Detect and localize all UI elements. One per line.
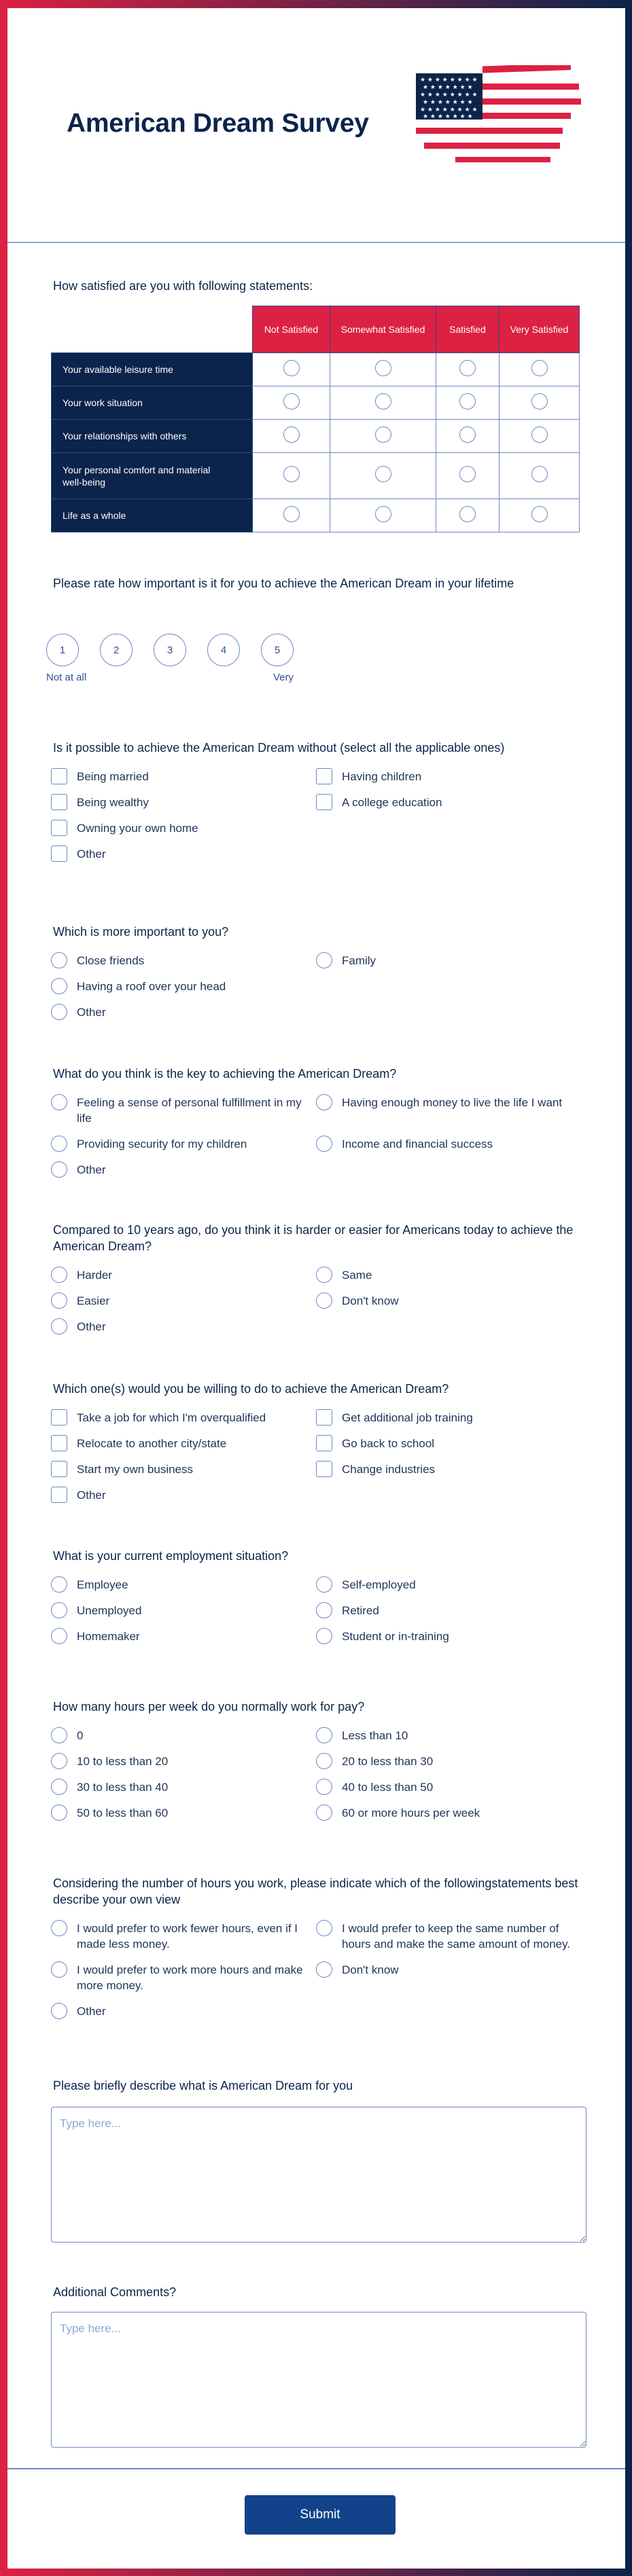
radio-option[interactable]	[51, 1157, 316, 1182]
checkbox[interactable]	[51, 1409, 67, 1426]
radio-button[interactable]	[316, 1753, 332, 1769]
checkbox-option[interactable]	[316, 1430, 581, 1456]
radio-option[interactable]	[51, 1313, 316, 1339]
rating-option-4[interactable]: 4	[207, 634, 240, 666]
option-label: Don't know	[342, 1963, 399, 1976]
question-title: How satisfied are you with following statements:	[53, 279, 313, 293]
option-label: 50 to less than 60	[77, 1807, 169, 1819]
checkbox-option[interactable]	[51, 1482, 316, 1508]
matrix-radio[interactable]	[459, 360, 476, 376]
option-label: I would prefer to work more hours and make more money.	[77, 1963, 303, 1992]
describe-textarea[interactable]	[51, 2107, 586, 2243]
question-title: Please rate how important is it for you to achieve the American Dream in your lifetime	[53, 577, 514, 590]
radio-option[interactable]	[316, 1288, 581, 1313]
matrix-row-label: Your available leisure time	[52, 353, 253, 386]
question-title: Which is more important to you?	[53, 925, 229, 939]
radio-option[interactable]	[316, 1800, 581, 1826]
radio-button[interactable]	[316, 1727, 332, 1743]
radio-option[interactable]	[316, 1572, 581, 1597]
radio-button[interactable]	[316, 1628, 332, 1644]
matrix-radio[interactable]	[459, 506, 476, 522]
rating-option-3[interactable]: 3	[154, 634, 186, 666]
matrix-radio[interactable]	[375, 393, 391, 410]
checkbox-option[interactable]	[51, 815, 316, 841]
matrix-row	[52, 386, 580, 420]
checkbox-option[interactable]	[51, 1430, 316, 1456]
question-title: What do you think is the key to achieving the American Dream?	[53, 1067, 397, 1081]
radio-button[interactable]	[51, 978, 67, 994]
radio-option[interactable]	[316, 1597, 581, 1623]
satisfaction-matrix	[51, 306, 580, 532]
checkbox[interactable]	[51, 1435, 67, 1451]
matrix-column-header: Very Satisfied	[499, 306, 580, 353]
matrix-radio[interactable]	[283, 393, 300, 410]
option-label: A college education	[342, 796, 442, 809]
option-label: 10 to less than 20	[77, 1755, 169, 1768]
radio-option[interactable]	[51, 947, 316, 973]
checkbox-option[interactable]	[51, 789, 316, 815]
matrix-radio[interactable]	[283, 466, 300, 482]
checkbox[interactable]	[51, 794, 67, 810]
checkbox[interactable]	[51, 768, 67, 784]
comments-question	[53, 2284, 583, 2308]
question-title: Considering the number of hours you work, please indicate which of the followingstatements best describe your own view	[53, 1876, 578, 1906]
question-title: Compared to 10 years ago, do you think it is harder or easier for Americans today to achieve the American Dream?	[53, 1223, 574, 1253]
matrix-radio[interactable]	[531, 466, 548, 482]
checkbox[interactable]	[51, 820, 67, 836]
radio-option[interactable]	[316, 1089, 581, 1131]
option-label: 30 to less than 40	[77, 1781, 169, 1794]
american-flag-icon	[415, 65, 583, 164]
option-label: I would prefer to work fewer hours, even if I made less money.	[77, 1922, 298, 1951]
option-label: Close friends	[77, 954, 145, 967]
radio-button[interactable]	[316, 1961, 332, 1978]
option-label: Easier	[77, 1294, 110, 1307]
matrix-column-header: Satisfied	[436, 306, 499, 353]
option-label: Self-employed	[342, 1578, 416, 1591]
question-title: Additional Comments?	[53, 2285, 177, 2299]
option-label: Change industries	[342, 1463, 436, 1476]
radio-button[interactable]	[316, 1267, 332, 1283]
matrix-question	[53, 278, 583, 302]
describe-question	[53, 2078, 583, 2101]
matrix-row	[52, 353, 580, 386]
matrix-radio[interactable]	[531, 360, 548, 376]
matrix-row-label: Life as a whole	[52, 499, 253, 532]
option-label: I would prefer to keep the same number of hours and make the same amount of money.	[342, 1922, 571, 1951]
matrix-radio[interactable]	[375, 466, 391, 482]
radio-button[interactable]	[316, 1920, 332, 1936]
checkbox[interactable]	[316, 1435, 332, 1451]
checkbox-option[interactable]	[51, 1456, 316, 1482]
option-label: Feeling a sense of personal fulfillment in my life	[77, 1096, 302, 1125]
option-label: Income and financial success	[342, 1138, 493, 1150]
question-title: What is your current employment situation?	[53, 1549, 289, 1563]
question-title: How many hours per week do you normally work for pay?	[53, 1700, 365, 1713]
radio-option[interactable]	[316, 1262, 581, 1288]
svg-text:★ ★ ★ ★ ★ ★ ★ ★: ★ ★ ★ ★ ★ ★ ★ ★	[420, 107, 478, 113]
radio-option[interactable]	[316, 1957, 581, 1998]
radio-option[interactable]	[51, 1623, 316, 1649]
matrix-radio[interactable]	[531, 393, 548, 410]
question-block	[53, 1548, 583, 1649]
radio-button[interactable]	[316, 1602, 332, 1618]
radio-button[interactable]	[51, 1920, 67, 1936]
radio-button[interactable]	[51, 1727, 67, 1743]
radio-option[interactable]	[51, 1748, 316, 1774]
radio-button[interactable]	[51, 1292, 67, 1309]
rating-low-label: Not at all	[46, 672, 87, 683]
radio-button[interactable]	[316, 1779, 332, 1795]
checkbox-option[interactable]	[316, 1404, 581, 1430]
matrix-row	[52, 453, 580, 499]
radio-button[interactable]	[51, 1318, 67, 1335]
question-title: Which one(s) would you be willing to do to achieve the American Dream?	[53, 1382, 449, 1396]
question-block	[53, 924, 583, 1025]
radio-option[interactable]	[51, 1597, 316, 1623]
radio-button[interactable]	[316, 1576, 332, 1593]
question-block	[53, 1875, 583, 2024]
option-label: Same	[342, 1269, 372, 1282]
matrix-row-label: Your work situation	[52, 386, 253, 420]
svg-text:★ ★ ★ ★ ★ ★ ★ ★: ★ ★ ★ ★ ★ ★ ★ ★	[420, 92, 478, 98]
option-label: 60 or more hours per week	[342, 1807, 480, 1819]
radio-button[interactable]	[51, 1961, 67, 1978]
matrix-row	[52, 420, 580, 453]
option-label: Having children	[342, 770, 422, 783]
radio-option[interactable]	[51, 1572, 316, 1597]
radio-option[interactable]	[316, 1623, 581, 1649]
option-label: Retired	[342, 1604, 379, 1617]
svg-text:★ ★ ★ ★ ★ ★ ★: ★ ★ ★ ★ ★ ★ ★	[423, 84, 473, 91]
rating-scale	[46, 634, 315, 666]
question-title: Is it possible to achieve the American Dream without (select all the applicable ones)	[53, 741, 505, 755]
radio-option[interactable]	[51, 999, 316, 1025]
radio-button[interactable]	[316, 952, 332, 968]
radio-option[interactable]	[51, 1288, 316, 1313]
radio-button[interactable]	[51, 1576, 67, 1593]
option-label: Family	[342, 954, 376, 967]
radio-option[interactable]	[316, 1915, 581, 1957]
radio-button[interactable]	[316, 1292, 332, 1309]
option-label: Having enough money to live the life I want	[342, 1096, 563, 1109]
question-block	[53, 1381, 583, 1508]
checkbox[interactable]	[316, 1461, 332, 1477]
radio-button[interactable]	[316, 1804, 332, 1821]
option-label: Relocate to another city/state	[77, 1437, 227, 1450]
option-label: Take a job for which I'm overqualified	[77, 1411, 266, 1424]
matrix-radio[interactable]	[375, 360, 391, 376]
matrix-radio[interactable]	[375, 427, 391, 443]
option-label: Start my own business	[77, 1463, 194, 1476]
checkbox[interactable]	[316, 768, 332, 784]
option-label: Get additional job training	[342, 1411, 473, 1424]
question-block	[53, 1222, 583, 1339]
radio-option[interactable]	[316, 947, 581, 973]
comments-textarea[interactable]	[51, 2312, 586, 2448]
checkbox-option[interactable]	[316, 1456, 581, 1482]
bottom-gradient-bar	[0, 2569, 632, 2576]
question-title: Please briefly describe what is American Dream for you	[53, 2079, 353, 2092]
option-label: Other	[77, 1163, 106, 1176]
option-label: 20 to less than 30	[342, 1755, 434, 1768]
rating-option-1[interactable]: 1	[46, 634, 79, 666]
checkbox[interactable]	[51, 1487, 67, 1503]
option-label: Being wealthy	[77, 796, 149, 809]
option-label: Unemployed	[77, 1604, 142, 1617]
radio-button[interactable]	[316, 1136, 332, 1152]
rating-question	[53, 575, 583, 599]
radio-button[interactable]	[51, 952, 67, 968]
radio-option[interactable]	[51, 1131, 316, 1157]
matrix-radio[interactable]	[283, 506, 300, 522]
radio-button[interactable]	[51, 1161, 67, 1178]
radio-button[interactable]	[51, 2003, 67, 2019]
question-block	[53, 740, 583, 867]
svg-text:★ ★ ★ ★ ★ ★ ★ ★: ★ ★ ★ ★ ★ ★ ★ ★	[420, 77, 478, 84]
option-label: Being married	[77, 770, 149, 783]
option-label: Other	[77, 1320, 106, 1333]
radio-button[interactable]	[51, 1267, 67, 1283]
footer-divider	[7, 2468, 625, 2469]
matrix-row	[52, 499, 580, 532]
option-label: Employee	[77, 1578, 128, 1591]
radio-option[interactable]	[316, 1131, 581, 1157]
radio-option[interactable]	[316, 1722, 581, 1748]
radio-button[interactable]	[51, 1779, 67, 1795]
option-label: Don't know	[342, 1294, 399, 1307]
page-title: American Dream Survey	[67, 109, 369, 138]
checkbox[interactable]	[51, 1461, 67, 1477]
matrix-radio[interactable]	[531, 506, 548, 522]
radio-option[interactable]	[51, 1800, 316, 1826]
option-label: 40 to less than 50	[342, 1781, 434, 1794]
right-accent-border	[625, 0, 632, 2576]
option-label: Providing security for my children	[77, 1138, 247, 1150]
option-label: Other	[77, 848, 106, 860]
rating-option-5[interactable]: 5	[261, 634, 294, 666]
radio-button[interactable]	[51, 1602, 67, 1618]
matrix-row-label: Your relationships with others	[52, 420, 253, 453]
radio-option[interactable]	[51, 1262, 316, 1288]
rating-high-label: Very	[273, 672, 294, 683]
radio-button[interactable]	[51, 1136, 67, 1152]
radio-option[interactable]	[51, 1089, 316, 1131]
matrix-radio[interactable]	[531, 427, 548, 443]
checkbox-option[interactable]	[51, 763, 316, 789]
radio-option[interactable]	[51, 973, 316, 999]
radio-button[interactable]	[316, 1094, 332, 1110]
radio-option[interactable]	[51, 1957, 316, 1998]
checkbox[interactable]	[51, 846, 67, 862]
svg-text:★ ★ ★ ★ ★ ★ ★: ★ ★ ★ ★ ★ ★ ★	[423, 99, 473, 106]
option-label: Homemaker	[77, 1630, 140, 1643]
matrix-row-label: Your personal comfort and material well-being	[52, 453, 253, 499]
matrix-column-header: Not Satisfied	[253, 306, 330, 353]
option-label: Other	[77, 1006, 106, 1019]
question-block	[53, 1066, 583, 1182]
matrix-radio[interactable]	[459, 427, 476, 443]
option-label: Other	[77, 1489, 106, 1502]
option-label: Owning your own home	[77, 822, 198, 835]
checkbox-option[interactable]	[316, 763, 581, 789]
radio-option[interactable]	[316, 1748, 581, 1774]
radio-option[interactable]	[51, 1722, 316, 1748]
radio-button[interactable]	[51, 1004, 67, 1020]
radio-option[interactable]	[51, 1915, 316, 1957]
matrix-radio[interactable]	[375, 506, 391, 522]
option-label: Student or in-training	[342, 1630, 449, 1643]
matrix-radio[interactable]	[459, 466, 476, 482]
radio-button[interactable]	[51, 1094, 67, 1110]
option-label: Go back to school	[342, 1437, 435, 1450]
option-label: Other	[77, 2005, 106, 2018]
svg-text:★ ★ ★ ★ ★ ★ ★: ★ ★ ★ ★ ★ ★ ★	[423, 113, 473, 120]
matrix-radio[interactable]	[283, 360, 300, 376]
checkbox-option[interactable]	[316, 789, 581, 815]
checkbox-option[interactable]	[51, 1404, 316, 1430]
radio-button[interactable]	[51, 1628, 67, 1644]
matrix-radio[interactable]	[283, 427, 300, 443]
header-divider	[7, 242, 625, 243]
radio-button[interactable]	[51, 1753, 67, 1769]
checkbox[interactable]	[316, 794, 332, 810]
question-block	[53, 1699, 583, 1826]
checkbox-option[interactable]	[51, 841, 316, 867]
checkbox[interactable]	[316, 1409, 332, 1426]
option-label: Harder	[77, 1269, 112, 1282]
left-accent-border	[0, 0, 7, 2576]
matrix-radio[interactable]	[459, 393, 476, 410]
option-label: Less than 10	[342, 1729, 408, 1742]
rating-option-2[interactable]: 2	[100, 634, 133, 666]
submit-button[interactable]: Submit	[245, 2495, 396, 2535]
radio-option[interactable]	[316, 1774, 581, 1800]
option-label: Having a roof over your head	[77, 980, 226, 993]
radio-option[interactable]	[51, 1998, 316, 2024]
top-gradient-bar	[0, 0, 632, 8]
radio-option[interactable]	[51, 1774, 316, 1800]
option-label: 0	[77, 1729, 84, 1742]
matrix-column-header: Somewhat Satisfied	[330, 306, 436, 353]
radio-button[interactable]	[51, 1804, 67, 1821]
